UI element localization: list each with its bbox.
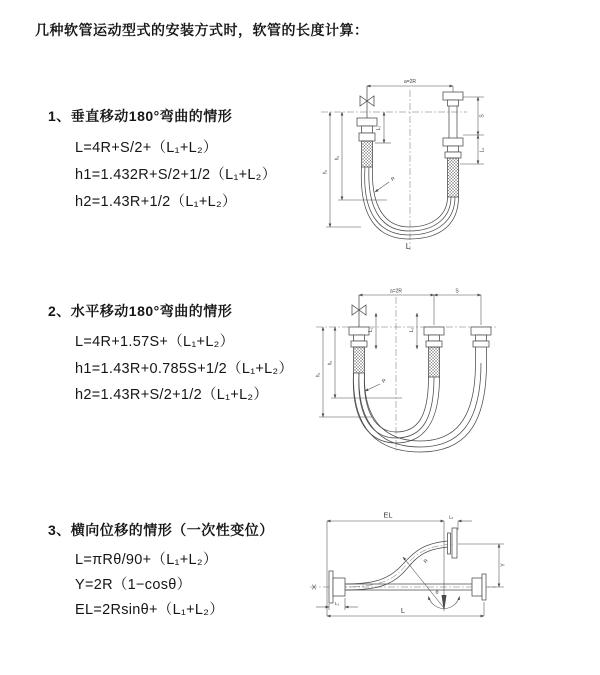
formula-line: L=4R+1.57S+（L₁+L₂） [75, 334, 235, 350]
dim-label-l2: L₂ [448, 515, 454, 521]
dim-label-r: R [381, 377, 388, 385]
dimension-l1 [316, 598, 358, 610]
hose-u-bend-arcs-position2 [353, 363, 486, 452]
dimension-l [327, 606, 484, 616]
dim-label-h2: h₂ [327, 360, 334, 366]
formula-line: h2=1.43R+1/2（L₁+L₂） [75, 194, 237, 210]
dim-label-a2r: a=2R [389, 288, 403, 295]
dimension-l2 [409, 313, 417, 349]
radius-leader [375, 176, 397, 192]
centerlines [321, 90, 467, 250]
dimension-y [499, 544, 507, 587]
dim-label-l-total: L [405, 242, 411, 251]
dimension-l1 [375, 112, 391, 143]
dim-label-h2: h₂ [334, 155, 341, 161]
dim-label-l2: L₂ [409, 327, 415, 333]
dim-label-l1: L₁ [368, 327, 374, 333]
formula-line: Y=2R（1−cosθ） [75, 577, 192, 593]
dimension-s [463, 97, 486, 135]
dim-label-h1: h₁ [315, 372, 322, 378]
dim-label-el: EL [383, 510, 393, 520]
formula-line: h1=1.432R+S/2+1/2（L₁+L₂） [75, 167, 277, 183]
dim-label-l2: L₂ [479, 147, 486, 153]
dimension-s [434, 289, 481, 326]
hose-braid [448, 158, 459, 197]
section-1-heading: 1、垂直移动180°弯曲的情形 [48, 108, 233, 124]
dim-label-r: R [422, 557, 430, 565]
hose-braid [362, 141, 373, 167]
dim-label-y: Y [500, 563, 507, 567]
left-pipe-fitting [357, 118, 377, 167]
radius-construction [403, 557, 447, 612]
section-3-heading: 3、横向位移的情形（一次性变位） [48, 522, 274, 538]
valve-icon [360, 86, 374, 118]
left-pipe-fitting [349, 327, 369, 373]
right-pipe-fitting-moved [471, 327, 491, 363]
dim-label-l1: L₁ [376, 125, 382, 131]
dim-label-l1: L₁ [334, 602, 340, 607]
dimension-l1 [368, 313, 376, 349]
right-pipe-fitting [443, 92, 463, 197]
formula-line: L=πRθ/90+（L₁+L₂） [75, 552, 218, 568]
dimension-el [327, 511, 444, 522]
dim-label-theta: θ [435, 590, 439, 596]
s-curve-hose-position2 [345, 528, 457, 590]
formula-line: h2=1.43R+S/2+1/2（L₁+L₂） [75, 387, 269, 403]
dimension-a2r [359, 289, 434, 326]
dim-label-a2r: a=2R [403, 79, 417, 85]
diagram-vertical-180-bend [315, 72, 515, 262]
diagram-lateral-displacement [300, 500, 510, 655]
formula-line: h1=1.43R+0.785S+1/2（L₁+L₂） [75, 361, 294, 377]
centerlines [316, 297, 496, 451]
formula-line: EL=2Rsinθ+（L₁+L₂） [75, 602, 225, 618]
page-title: 几种软管运动型式的安装方式时，软管的长度计算： [35, 22, 369, 38]
dimension-l2 [460, 135, 486, 164]
extension-lines [327, 521, 504, 616]
valve-icon [352, 295, 366, 327]
dim-label-r: R [390, 175, 397, 183]
hose-braid [429, 347, 440, 377]
middle-pipe-fitting [424, 327, 444, 377]
dim-label-l: L [400, 606, 406, 615]
section-2-heading: 2、水平移动180°弯曲的情形 [48, 303, 233, 319]
dim-label-s: S [455, 288, 459, 295]
hose-braid [354, 347, 365, 373]
dim-label-s: S [479, 114, 486, 118]
left-flange [329, 571, 345, 603]
dim-label-h1: h₁ [322, 169, 329, 175]
hose-u-bend-arcs-position1 [353, 373, 439, 443]
diagram-horizontal-180-bend [310, 283, 510, 458]
formula-line: L=4R+S/2+（L₁+L₂） [75, 140, 218, 156]
radius-leader [365, 378, 388, 391]
